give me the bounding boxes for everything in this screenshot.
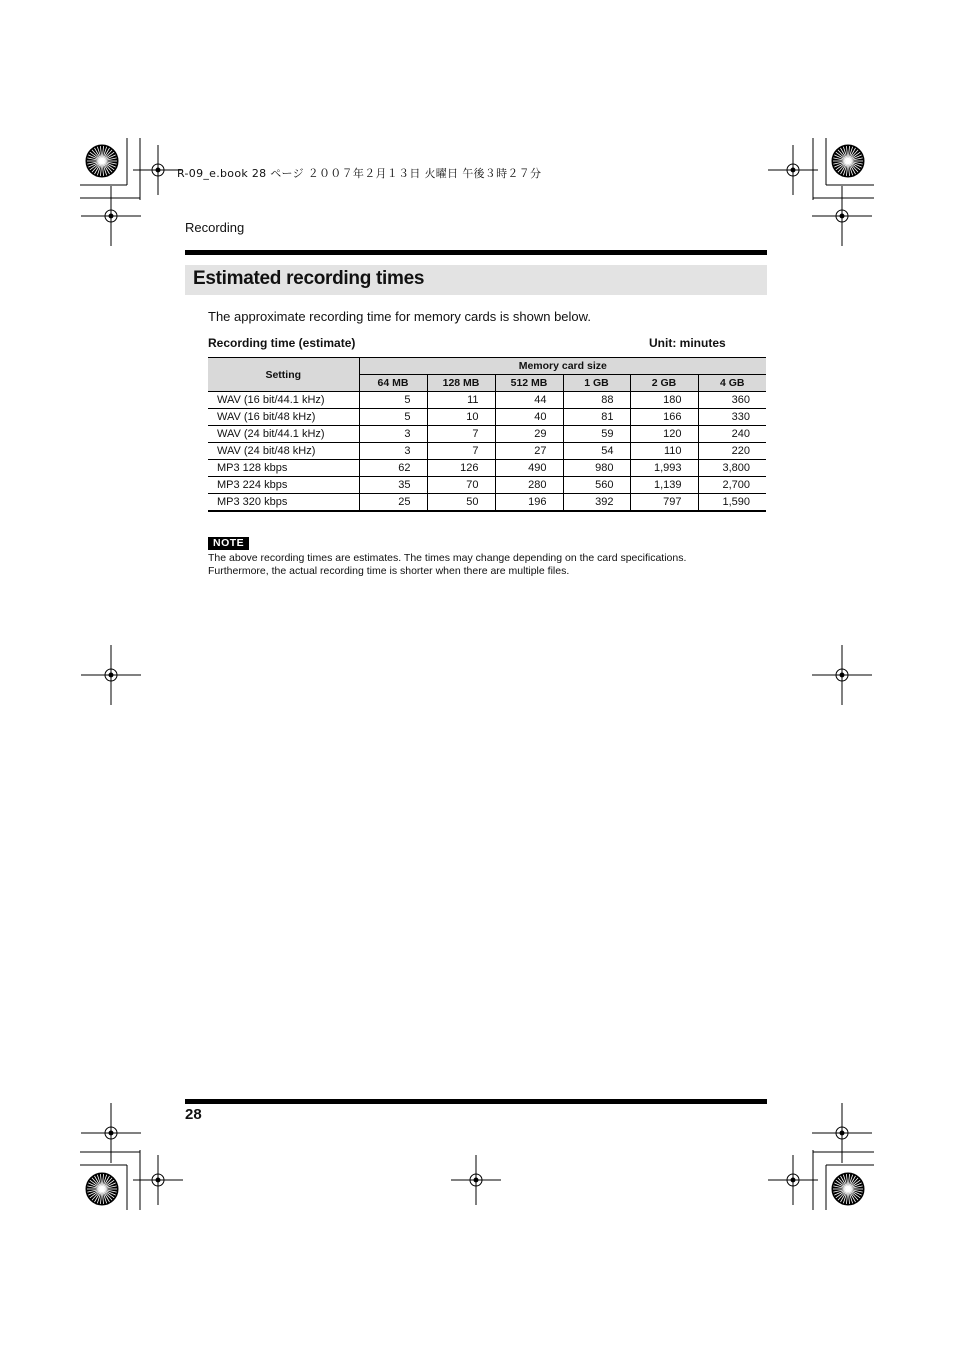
value-cell: 560 — [563, 477, 630, 494]
column-header: 4 GB — [698, 375, 766, 392]
value-cell: 1,590 — [698, 494, 766, 512]
value-cell: 5 — [359, 409, 427, 426]
print-header: R-09_e.book 28 ページ ２００７年２月１３日 火曜日 午後３時２７分 — [177, 167, 542, 180]
page-number: 28 — [185, 1106, 202, 1123]
column-header: 2 GB — [630, 375, 698, 392]
note-line-1: The above recording times are estimates. The times may change depending on the card specifications. — [208, 552, 687, 564]
table-row — [208, 426, 766, 443]
column-header: 64 MB — [359, 375, 427, 392]
table-row — [208, 494, 766, 512]
crosshair-dot — [840, 214, 844, 218]
value-cell: 196 — [495, 494, 563, 512]
value-cell: 120 — [630, 426, 698, 443]
value-cell: 40 — [495, 409, 563, 426]
crosshair-dot — [840, 1131, 844, 1135]
note-badge: NOTE — [208, 537, 249, 550]
value-cell: 54 — [563, 443, 630, 460]
value-cell: 81 — [563, 409, 630, 426]
table-row — [208, 460, 766, 477]
value-cell: 220 — [698, 443, 766, 460]
value-cell: 1,993 — [630, 460, 698, 477]
value-cell: 240 — [698, 426, 766, 443]
value-cell: 5 — [359, 392, 427, 409]
value-cell: 166 — [630, 409, 698, 426]
value-cell: 44 — [495, 392, 563, 409]
column-header: 512 MB — [495, 375, 563, 392]
setting-cell: MP3 320 kbps — [208, 494, 359, 512]
value-cell: 35 — [359, 477, 427, 494]
crosshair-dot — [109, 1131, 113, 1135]
value-cell: 980 — [563, 460, 630, 477]
value-cell: 180 — [630, 392, 698, 409]
memory-card-size-header: Memory card size — [359, 358, 766, 375]
value-cell: 70 — [427, 477, 495, 494]
setting-header: Setting — [208, 358, 359, 392]
note-line-2: Furthermore, the actual recording time is shorter when there are multiple files. — [208, 565, 570, 577]
bottom-rule — [185, 1099, 767, 1104]
table-row — [208, 409, 766, 426]
crosshair-dot — [791, 168, 795, 172]
crosshair-dot — [109, 214, 113, 218]
crosshair-dot — [474, 1178, 478, 1182]
value-cell: 490 — [495, 460, 563, 477]
value-cell: 110 — [630, 443, 698, 460]
crosshair-dot — [156, 1178, 160, 1182]
table-body — [208, 392, 766, 512]
value-cell: 25 — [359, 494, 427, 512]
value-cell: 29 — [495, 426, 563, 443]
column-header: 128 MB — [427, 375, 495, 392]
value-cell: 392 — [563, 494, 630, 512]
value-cell: 3 — [359, 443, 427, 460]
value-cell: 280 — [495, 477, 563, 494]
section-label: Recording — [185, 220, 245, 235]
intro-text: The approximate recording time for memory cards is shown below. — [208, 309, 591, 324]
value-cell: 10 — [427, 409, 495, 426]
setting-cell: WAV (16 bit/44.1 kHz) — [208, 392, 359, 409]
table-row — [208, 477, 766, 494]
value-cell: 3,800 — [698, 460, 766, 477]
page-title: Estimated recording times — [193, 268, 425, 289]
value-cell: 126 — [427, 460, 495, 477]
value-cell: 62 — [359, 460, 427, 477]
value-cell: 7 — [427, 443, 495, 460]
value-cell: 59 — [563, 426, 630, 443]
setting-cell: MP3 224 kbps — [208, 477, 359, 494]
column-header: 1 GB — [563, 375, 630, 392]
setting-cell: WAV (24 bit/48 kHz) — [208, 443, 359, 460]
value-cell: 88 — [563, 392, 630, 409]
table-unit: Unit: minutes — [649, 336, 726, 350]
value-cell: 330 — [698, 409, 766, 426]
crosshair-dot — [840, 673, 844, 677]
recording-time-table — [208, 357, 766, 512]
setting-cell: WAV (16 bit/48 kHz) — [208, 409, 359, 426]
top-rule — [185, 250, 767, 255]
table-row — [208, 443, 766, 460]
crosshair-dot — [791, 1178, 795, 1182]
value-cell: 50 — [427, 494, 495, 512]
value-cell: 3 — [359, 426, 427, 443]
crosshair-dot — [109, 673, 113, 677]
value-cell: 360 — [698, 392, 766, 409]
value-cell: 27 — [495, 443, 563, 460]
table-caption: Recording time (estimate) — [208, 336, 356, 350]
value-cell: 7 — [427, 426, 495, 443]
value-cell: 797 — [630, 494, 698, 512]
crosshair-dot — [156, 168, 160, 172]
value-cell: 11 — [427, 392, 495, 409]
value-cell: 2,700 — [698, 477, 766, 494]
note-text — [208, 552, 768, 578]
value-cell: 1,139 — [630, 477, 698, 494]
setting-cell: MP3 128 kbps — [208, 460, 359, 477]
setting-cell: WAV (24 bit/44.1 kHz) — [208, 426, 359, 443]
table-row — [208, 392, 766, 409]
